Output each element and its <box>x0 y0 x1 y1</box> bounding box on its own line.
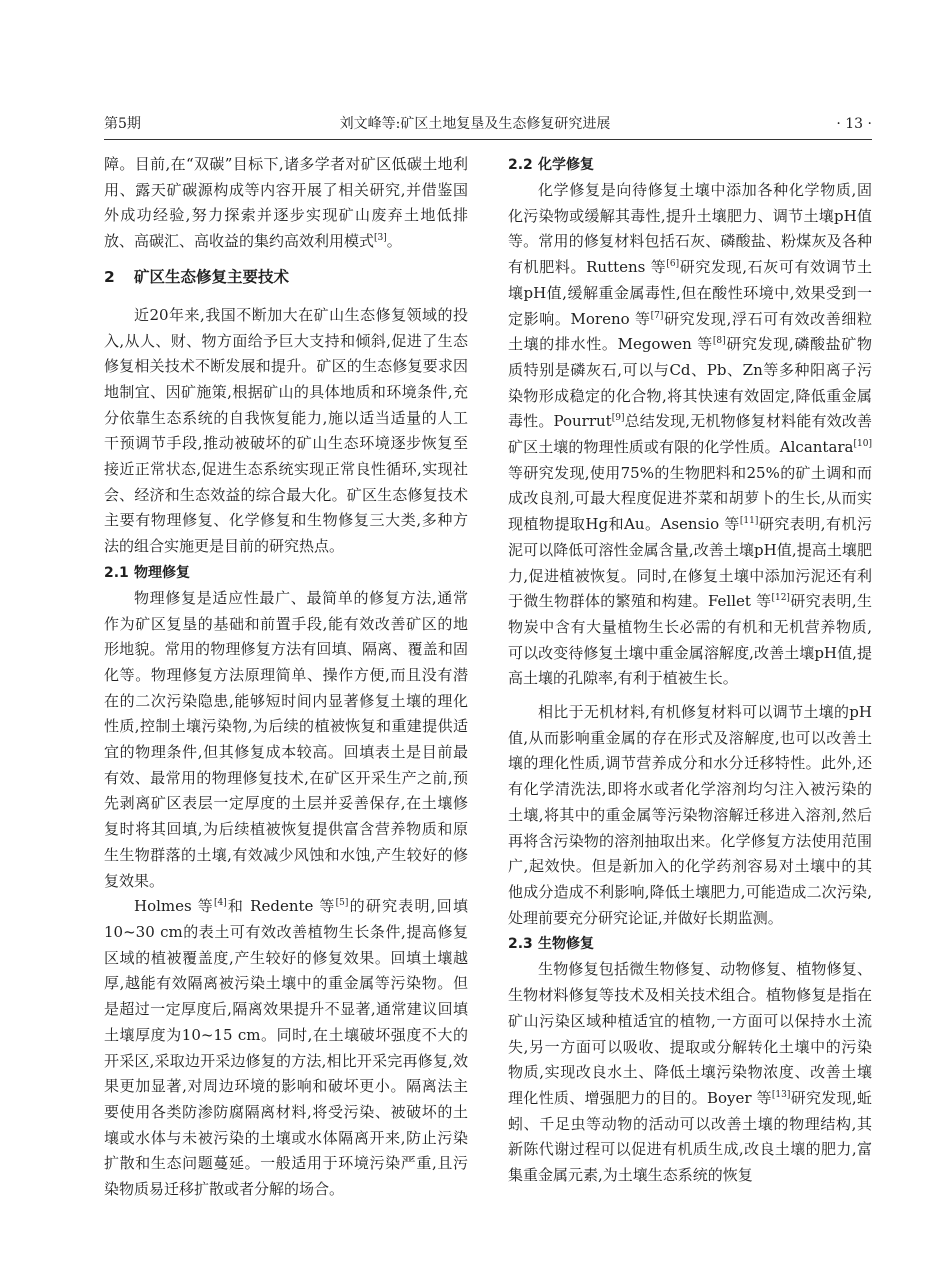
right-column <box>508 152 872 1189</box>
paragraph-intro: 近20年来,我国不断加大在矿山生态修复领域的投入,从人、财、物方面给予巨大支持和倾斜,促进了生态修复相关技术不断发展和提升。矿区的生态修复要求因地制宜、因矿施策,根据矿山的具体地质和环境条件,充分依靠生态系统的自我恢复能力,施以适当适量的人工干预调节手段,推动被破坏的矿山生态环境逐步恢复至接近正常状态,促进生态系统实现正常良性循环,实现社会、经济和生态效益的综合最大化。矿区生态修复技术主要有物理修复、化学修复和生物修复三大类,多种方法的组合实施更是目前的研究热点。 <box>104 305 468 556</box>
citation-ref: [7] <box>650 310 664 321</box>
paragraph-holmes: Holmes 等[4]和 Redente 等[5]的研究表明,回填10~30 cm的表土可有效改善植物生长条件,提高修复区域的植被覆盖度,产生较好的修复效果。回填土壤越厚,越能有效隔离被污染土壤中的重金属等污染物。但是超过一定厚度后,隔离效果提升不显著,通常建议回填土壤厚度为10~15 cm。同时,在土壤破坏强度不大的开采区,采取边开采边修复的方法,相比开采完再修复,效果更加显著,对周边环境的影响和破坏更小。隔离法主要使用各类防渗防腐隔离材料,将受污染、被破坏的土壤或水体与未被污染的土壤或水体隔离开来,防止污染扩散和生态问题蔓延。一般适用于环境污染严重,且污染物质易迁移扩散或者分解的场合。 <box>104 897 468 1199</box>
section-heading-2-1: 2.1 物理修复 <box>104 564 190 581</box>
citation-ref: [10] <box>853 439 872 450</box>
section-heading-2: 2 矿区生态修复主要技术 <box>104 267 290 286</box>
running-title: 刘文峰等:矿区土地复垦及生态修复研究进展 <box>339 116 611 132</box>
paragraph-continued: 障。目前,在“双碳”目标下,诸多学者对矿区低碳土地利用、露天矿碳源构成等内容开展了相关研究,并借鉴国外成功经验,努力探索并逐步实现矿山废弃土地低排放、高碳汇、高收益的集约高效利用模式[3]。 <box>104 155 468 251</box>
paragraph-physical: 物理修复是适应性最广、最简单的修复方法,通常作为矿区复垦的基础和前置手段,能有效改善矿区的地形地貌。常用的物理修复方法有回填、隔离、覆盖和固化等。物理修复方法原理简单、操作方便,而且没有潜在的二次污染隐患,能够短时间内显著修复土壤的理化性质,控制土壤污染物,为后续的植被恢复和重建提供适宜的物理条件,但其修复成本较高。回填表土是目前最有效、最常用的物理修复技术,在矿区开采生产之前,预先剥离矿区表层一定厚度的土层并妥善保存,在土壤修复时将其回填,为后续植被恢复提供富含营养物质和原生生物群落的土壤,有效减少风蚀和水蚀,产生较好的修复效果。 <box>104 588 468 890</box>
left-column <box>104 152 468 1203</box>
citation-ref: [4] <box>213 898 227 909</box>
citation-ref: [5] <box>335 898 349 909</box>
citation-ref: [8] <box>712 336 726 347</box>
page-number: · 13 · <box>836 116 872 132</box>
citation-ref: [3] <box>374 233 387 244</box>
paragraph-biological: 生物修复包括微生物修复、动物修复、植物修复、生物材料修复等技术及相关技术组合。植物修复是指在矿山污染区域种植适宜的植物,一方面可以保持水土流失,另一方面可以吸收、提取或分解转化土壤中的污染物质,实现改良水土、降低土壤污染物浓度、改善土壤理化性质、增强肥力的目的。Boyer 等[13]研究发现,蚯蚓、千足虫等动物的活动可以改善土壤的物理结构,其新陈代谢过程可以促进有机质生成,改良土壤的肥力,富集重金属元素,为土壤生态系统的恢复 <box>508 960 872 1185</box>
citation-ref: [11] <box>739 516 759 527</box>
citation-ref: [6] <box>666 259 680 270</box>
citation-ref: [13] <box>771 1089 791 1100</box>
journal-issue: 第5期 <box>104 116 141 132</box>
citation-ref: [9] <box>611 413 625 424</box>
section-heading-2-3: 2.3 生物修复 <box>508 936 594 953</box>
paragraph-chemical: 化学修复是向待修复土壤中添加各种化学物质,固化污染物或缓解其毒性,提升土壤肥力、调节土壤pH值等。常用的修复材料包括石灰、磷酸盐、粉煤灰及各种有机肥料。Ruttens 等[6]研究发现,石灰可有效调节土壤pH值,缓解重金属毒性,但在酸性环境中,效果受到一定影响。Moreno 等[7]研究发现,浮石可有效改善细粒土壤的排水性。Megowen 等[8]研究发现,磷酸盐矿物质特别是磷灰石,可以与Cd、Pb、Zn等多种阳离子污染物形成稳定的化合物,将其快速有效固定,降低重金属毒性。Pourrut[9]总结发现,无机物修复材料能有效改善矿区土壤的物理性质或有限的化学性质。Alcantara[10]等研究发现,使用75%的生物肥料和25%的矿土调和而成改良剂,可最大程度促进芥菜和胡萝卜的生长,从而实现植物提取Hg和Au。Asensio 等[11]研究表明,有机污泥可以降低可溶性金属含量,改善土壤pH值,提高土壤肥力,促进植被恢复。同时,在修复土壤中添加污泥还有利于微生物群体的繁殖和构建。Fellet 等[12]研究表明,生物炭中含有大量植物生长必需的有机和无机营养物质,可以改变待修复土壤中重金属溶解度,改善土壤pH值,提高土壤的孔隙率,有利于植被生长。 <box>508 181 872 688</box>
header-rule <box>104 139 872 140</box>
citation-ref: [12] <box>771 593 790 604</box>
paragraph-organic: 相比于无机材料,有机修复材料可以调节土壤的pH值,从而影响重金属的存在形式及溶解度,也可以改善土壤的理化性质,调节营养成分和水分迁移特性。此外,还有化学清洗法,即将水或者化学溶剂均匀注入被污染的土壤,将其中的重金属等污染物溶解迁移进入溶剂,然后再将含污染物的溶剂抽取出来。化学修复方法使用范围广,起效快。但是新加入的化学药剂容易对土壤中的其他成分造成不利影响,降低土壤肥力,可能造成二次污染,处理前要充分研究论证,并做好长期监测。 <box>508 703 872 927</box>
section-heading-2-2: 2.2 化学修复 <box>508 157 594 173</box>
